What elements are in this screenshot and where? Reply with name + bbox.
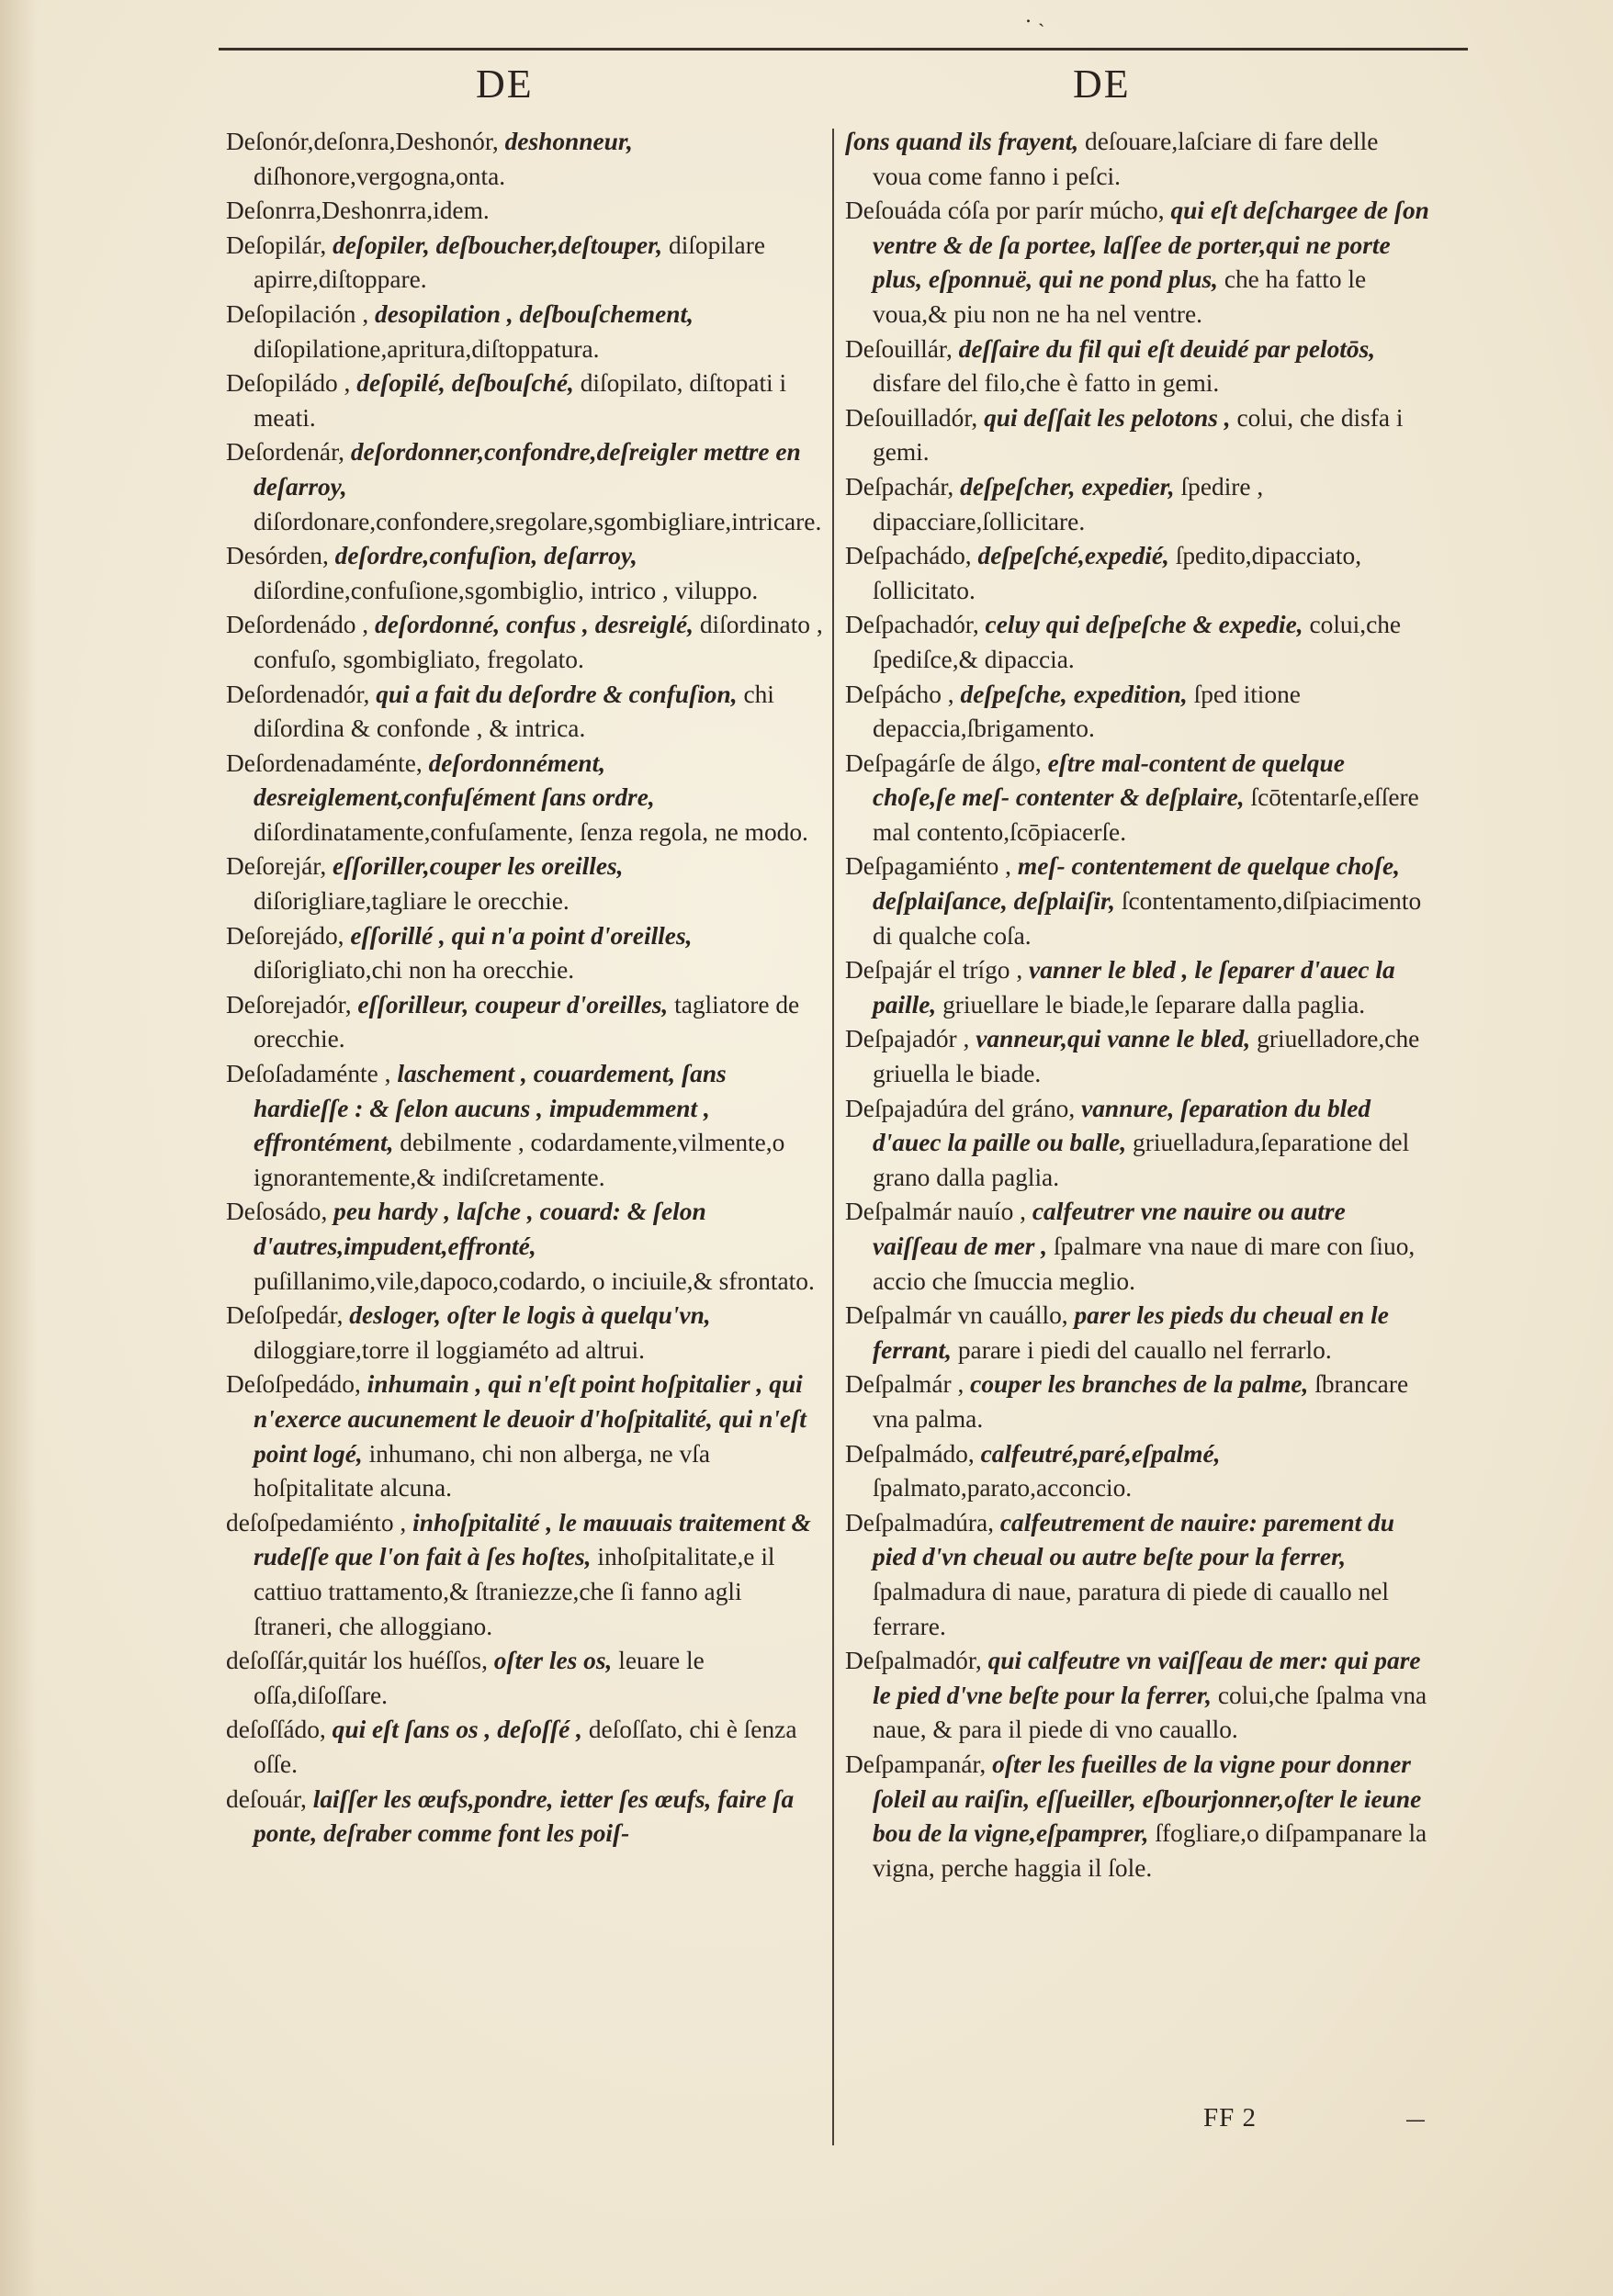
dictionary-entry bbox=[226, 678, 823, 747]
entry-french: deſordonné, confus , desreiglé, bbox=[375, 611, 694, 639]
entry-headword: Deſorejár, bbox=[226, 852, 327, 881]
entry-headword: Deſpajadór , bbox=[845, 1025, 970, 1053]
entry-italian: colui,che ſpalma vna naue, & para il piede di vno cauallo. bbox=[873, 1681, 1427, 1744]
entry-french: calfeutré,paré,eſpalmé, bbox=[980, 1439, 1221, 1468]
dictionary-entry bbox=[845, 608, 1429, 677]
entry-italian: ſfogliare,o diſpampanare la vigna, perche haggia il ſole. bbox=[873, 1819, 1427, 1882]
entry-headword: Deſpachadór, bbox=[845, 611, 979, 639]
dictionary-entry bbox=[845, 401, 1429, 470]
entry-headword: Deſordenadór, bbox=[226, 680, 370, 708]
entry-french: calfeutrer vne nauire ou autre vaiſſeau de mer , bbox=[873, 1198, 1346, 1260]
dictionary-entry bbox=[226, 1057, 823, 1195]
dictionary-entry bbox=[845, 332, 1429, 401]
entry-italian: colui, che disfa i gemi. bbox=[873, 403, 1404, 467]
entry-italian: deſouare,laſciare di fare delle voua come fanno i peſci. bbox=[873, 128, 1379, 190]
right-column bbox=[845, 125, 1429, 1885]
entry-headword: Deſordenádo , bbox=[226, 611, 369, 639]
entry-italian: chi diſordina & confonde , & intrica. bbox=[254, 680, 774, 743]
dictionary-entry bbox=[226, 988, 823, 1057]
entry-french: eſſorillé , qui n'a point d'oreilles, bbox=[350, 921, 693, 950]
entry-italian: debilmente , codardamente,vilmente,o ignorantemente,& indiſcretamente. bbox=[254, 1129, 785, 1191]
top-mark: . ˎ bbox=[1025, 5, 1045, 28]
entry-italian: deſoſſato, chi è ſenza oſſe. bbox=[254, 1716, 797, 1778]
dictionary-entry bbox=[845, 539, 1429, 608]
entry-italian: ſped itione depaccia,ſbrigamento. bbox=[873, 680, 1301, 743]
signature-dash: — bbox=[1405, 2109, 1426, 2132]
entry-french: deſſaire du fil qui eſt deuidé par pelotōs, bbox=[958, 334, 1376, 363]
entry-headword: Desórden, bbox=[226, 542, 329, 570]
dictionary-entry bbox=[226, 850, 823, 918]
entry-french: laiſſer les œufs,pondre, ietter ſes œufs, faire ſa ponte, deſraber comme font les poiſ- bbox=[254, 1784, 795, 1848]
running-head-left: DE bbox=[476, 62, 534, 107]
entry-french: desloger, oſter le logis à quelqu'vn, bbox=[349, 1301, 711, 1330]
dictionary-entry bbox=[845, 470, 1429, 539]
entry-headword: Deſpajár el trígo , bbox=[845, 956, 1023, 985]
entry-italian: inhoſpitalitate,e il cattiuo trattamento,& ſtraniezze,che ſi fanno agli ſtraneri, che alloggiano. bbox=[254, 1543, 775, 1640]
entry-italian: ſcōtentarſe,eſſere mal contento,ſcōpiacerſe. bbox=[873, 783, 1419, 846]
entry-french: vanneur,qui vanne le bled, bbox=[976, 1025, 1251, 1053]
entry-headword: Deſpalmár nauío , bbox=[845, 1198, 1026, 1226]
entry-italian: ſbrancare vna palma. bbox=[873, 1370, 1409, 1433]
dictionary-entry bbox=[845, 125, 1429, 194]
entry-french: deſpeſché,expedié, bbox=[977, 542, 1169, 570]
entry-headword: Deſordenár, bbox=[226, 438, 344, 467]
dictionary-entry bbox=[845, 850, 1429, 953]
entry-french: peu hardy , laſche , couard: & ſelon d'autres,impudent,effronté, bbox=[254, 1198, 706, 1260]
dictionary-entry bbox=[226, 298, 823, 366]
entry-french: deſordonnément, desreiglement,confuſément ſans ordre, bbox=[254, 748, 655, 812]
dictionary-entry bbox=[845, 678, 1429, 747]
entry-italian: diloggiare,torre il loggiaméto ad altrui. bbox=[254, 1335, 645, 1364]
column-divider bbox=[832, 129, 834, 2145]
entry-italian: diſopilatione,apritura,diſtoppatura. bbox=[254, 334, 600, 363]
dictionary-entry bbox=[226, 608, 823, 677]
entry-italian: diſordine,confuſione,sgombiglio, intrico , viluppo. bbox=[254, 576, 759, 604]
entry-french: desopilation , deſbouſchement, bbox=[375, 299, 694, 328]
entry-headword: Deſouáda cóſa por parír múcho, bbox=[845, 197, 1165, 225]
dictionary-entry bbox=[226, 366, 823, 435]
entry-italian: puſillanimo,vile,dapoco,codardo, o inciuile,& sfrontato. bbox=[254, 1266, 815, 1295]
dictionary-entry bbox=[845, 1644, 1429, 1748]
top-rule bbox=[219, 48, 1468, 51]
entry-italian: diſopilato, diſtopati i meati. bbox=[254, 369, 787, 432]
entry-headword: Deſpagárſe de álgo, bbox=[845, 748, 1042, 777]
dictionary-entry bbox=[845, 1299, 1429, 1367]
entry-headword: Deſpácho , bbox=[845, 680, 954, 708]
dictionary-entry bbox=[226, 1367, 823, 1505]
dictionary-entry bbox=[226, 1713, 823, 1782]
entry-french: qui eſt deſchargee de ſon ventre & de ſa portee, laſſee de porter,qui ne porte plus, eſponnuë, qui ne pond plus, bbox=[873, 197, 1429, 294]
entry-italian: ſpedito,dipacciato, ſollicitato. bbox=[873, 542, 1362, 604]
dictionary-entry bbox=[845, 1437, 1429, 1506]
dictionary-entry bbox=[226, 747, 823, 850]
dictionary-entry bbox=[845, 1092, 1429, 1196]
entry-italian: ſcontentamento,diſpiacimento di qualche coſa. bbox=[873, 887, 1422, 950]
entry-headword: deſoſſádo, bbox=[226, 1716, 326, 1744]
dictionary-entry bbox=[226, 1644, 823, 1713]
entry-headword: Deſoſpedádo, bbox=[226, 1370, 361, 1399]
entry-headword: Deſpalmadúra, bbox=[845, 1508, 994, 1536]
entry-french: calfeutrement de nauire: parement du pied d'vn cheual ou autre beſte pour la ferrer, bbox=[873, 1508, 1394, 1571]
spine-shadow bbox=[0, 0, 37, 2296]
dictionary-entry bbox=[845, 1748, 1429, 1885]
entry-headword: Deſosádo, bbox=[226, 1198, 328, 1226]
entry-italian: parare i piedi del cauallo nel ferrarlo. bbox=[957, 1335, 1332, 1364]
entry-headword: Deſpalmadór, bbox=[845, 1647, 982, 1675]
signature-mark: FF 2 bbox=[1203, 2103, 1258, 2133]
entry-french: parer les pieds du cheual en le ferrant, bbox=[873, 1301, 1389, 1364]
dictionary-entry bbox=[226, 194, 823, 229]
entry-italian: griuelladore,che griuella le biade. bbox=[873, 1025, 1420, 1088]
entry-headword: Deſopilár, bbox=[226, 231, 327, 259]
entry-headword: Deſopiládo , bbox=[226, 369, 351, 398]
entry-italian: griuelladura,ſeparatione del grano dalla paglia. bbox=[873, 1129, 1410, 1191]
entry-italian: inhumano, chi non alberga, ne vſa hoſpitalitate alcuna. bbox=[254, 1439, 711, 1503]
entry-french: inhumain , qui n'eſt point hoſpitalier , qui n'exerce aucunement le deuoir d'hoſpitalité, qui n'eſt point logé, bbox=[254, 1370, 806, 1468]
entry-french: vanner le bled , le ſeparer d'auec la paille, bbox=[873, 956, 1395, 1019]
entry-headword: Deſorejádo, bbox=[226, 921, 344, 950]
entry-headword: deſouár, bbox=[226, 1784, 307, 1813]
entry-french: qui calfeutre vn vaiſſeau de mer: qui pare le pied d'vne beſte pour la ferrer, bbox=[873, 1647, 1421, 1709]
dictionary-entry bbox=[226, 435, 823, 539]
entry-french: inhoſpitalité , le mauuais traitement & rudeſſe que l'on fait à ſes hoſtes, bbox=[254, 1508, 811, 1571]
entry-french: deſopilé, deſbouſché, bbox=[356, 369, 574, 398]
entry-french: couper les branches de la palme, bbox=[970, 1370, 1309, 1399]
running-head-right: DE bbox=[1073, 62, 1131, 107]
entry-french: deſopiler, deſboucher,deſtouper, bbox=[333, 231, 663, 259]
entry-italian: ſpalmato,parato,acconcio. bbox=[873, 1474, 1133, 1503]
entry-headword: Deſpachár, bbox=[845, 472, 954, 501]
entry-headword: Deſoſpedár, bbox=[226, 1301, 344, 1330]
entry-italian: diſordinato , confuſo, sgombigliato, fregolato. bbox=[254, 611, 823, 673]
entry-french: vannure, ſeparation du bled d'auec la paille ou balle, bbox=[873, 1094, 1371, 1157]
entry-italian: diſhonore,vergogna,onta. bbox=[254, 162, 506, 190]
entry-french: qui eſt ſans os , deſoſſé , bbox=[332, 1716, 582, 1744]
entry-french: deshonneur, bbox=[504, 128, 633, 155]
dictionary-entry bbox=[845, 747, 1429, 850]
entry-headword: deſoſſár,quitár los huéſſos, bbox=[226, 1647, 488, 1675]
entry-headword: Deſpajadúra del gráno, bbox=[845, 1094, 1076, 1122]
entry-french: laschement , couardement, ſans hardieſſe : & ſelon aucuns , impudemment , effrontément, bbox=[254, 1060, 727, 1157]
entry-french: deſpeſche, expedition, bbox=[960, 680, 1188, 708]
entry-french: qui deſſait les pelotons , bbox=[984, 403, 1231, 432]
dictionary-entry bbox=[845, 194, 1429, 332]
entry-headword: Deſordenadaménte, bbox=[226, 748, 423, 777]
entry-italian: leuare le oſſa,diſoſſare. bbox=[254, 1647, 705, 1709]
dictionary-entry bbox=[845, 1195, 1429, 1299]
entry-french: qui a fait du deſordre & confuſion, bbox=[376, 680, 738, 708]
entry-italian: diſopilare apirre,diſtoppare. bbox=[254, 231, 765, 294]
entry-french: celuy qui deſpeſche & expedie, bbox=[985, 611, 1303, 639]
entry-french: oſter les os, bbox=[493, 1647, 613, 1675]
dictionary-entry bbox=[226, 539, 823, 608]
entry-italian: che ha fatto le voua,& piu non ne ha nel ventre. bbox=[873, 265, 1367, 328]
entry-italian: colui,che ſpediſce,& dipaccia. bbox=[873, 611, 1402, 673]
entry-headword: Deſpampanár, bbox=[845, 1750, 987, 1778]
entry-french: deſpeſcher, expedier, bbox=[960, 472, 1175, 501]
dictionary-entry bbox=[226, 1783, 823, 1851]
entry-headword: deſoſpedamiénto , bbox=[226, 1508, 407, 1536]
entry-italian: diſordonare,confondere,sregolare,sgombigliare,intricare. bbox=[254, 507, 822, 535]
entry-italian: tagliatore de orecchie. bbox=[254, 990, 800, 1053]
entry-french: oſter les fueilles de la vigne pour donner ſoleil au raiſin, eſſueiller, eſbourjonner,oſter le ieune bou de la vigne,eſpamprer, bbox=[873, 1750, 1422, 1848]
entry-headword: Deſpachádo, bbox=[845, 542, 972, 570]
dictionary-entry bbox=[226, 1299, 823, 1367]
entry-french: eſſoriller,couper les oreilles, bbox=[333, 852, 624, 881]
entry-italian: griuellare le biade,le ſeparare dalla paglia. bbox=[942, 990, 1366, 1019]
entry-headword: Deſouillár, bbox=[845, 334, 953, 363]
dictionary-entry bbox=[226, 229, 823, 298]
entry-french: deſordre,confuſion, deſarroy, bbox=[334, 542, 637, 570]
entry-french: eſtre mal-content de quelque choſe,ſe meſ- contenter & deſplaire, bbox=[873, 748, 1345, 812]
dictionary-entry bbox=[226, 919, 823, 988]
dictionary-entry bbox=[226, 125, 823, 194]
entry-headword: Deſouilladór, bbox=[845, 403, 978, 432]
entry-italian: diſorigliare,tagliare le orecchie. bbox=[254, 887, 570, 916]
entry-italian: disfare del filo,che è fatto in gemi. bbox=[873, 369, 1220, 398]
entry-french: meſ- contentement de quelque choſe, deſplaiſance, deſplaiſir, bbox=[873, 852, 1400, 916]
entry-headword: Deſpalmár , bbox=[845, 1370, 964, 1399]
entry-italian: ſpalmare vna naue di mare con ſiuo, accio che ſmuccia meglio. bbox=[873, 1232, 1416, 1295]
entry-french: ſons quand ils frayent, bbox=[845, 128, 1079, 155]
dictionary-entry bbox=[845, 953, 1429, 1022]
entry-french: deſordonner,confondre,deſreigler mettre en deſarroy, bbox=[254, 438, 801, 501]
entry-headword: Deſopilación , bbox=[226, 299, 369, 328]
entry-headword: Deſpalmádo, bbox=[845, 1439, 975, 1468]
dictionary-entry bbox=[226, 1195, 823, 1299]
entry-french: eſſorilleur, coupeur d'oreilles, bbox=[357, 990, 669, 1019]
dictionary-entry bbox=[226, 1506, 823, 1644]
dictionary-entry bbox=[845, 1506, 1429, 1644]
entry-italian: ſpalmadura di naue, paratura di piede di cauallo nel ferrare. bbox=[873, 1577, 1390, 1640]
entry-italian: diſorigliato,chi non ha orecchie. bbox=[254, 956, 575, 985]
entry-headword: Deſoſadaménte , bbox=[226, 1060, 391, 1088]
entry-headword: Deſpalmár vn cauállo, bbox=[845, 1301, 1068, 1330]
entry-headword: Deſpagamiénto , bbox=[845, 852, 1012, 881]
entry-italian: diſordinatamente,confuſamente, ſenza regola, ne modo. bbox=[254, 817, 808, 846]
left-column bbox=[226, 125, 823, 1851]
entry-headword: Deſorejadór, bbox=[226, 990, 352, 1019]
dictionary-entry bbox=[845, 1022, 1429, 1091]
entry-headword: Deſonrra,Deshonrra,idem. bbox=[226, 197, 490, 225]
entry-headword: Deſonór,deſonra,Deshonór, bbox=[226, 128, 499, 155]
dictionary-entry bbox=[845, 1367, 1429, 1436]
entry-italian: ſpedire , dipacciare,ſollicitare. bbox=[873, 472, 1264, 535]
